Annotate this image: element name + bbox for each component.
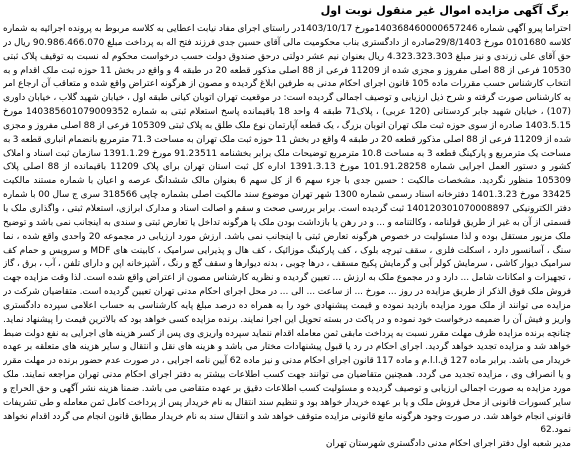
notice-body [3, 23, 571, 452]
notice-title: برگ آگهی مزایده اموال غیر منقول نوبت اول [320, 4, 569, 17]
auction-notice [3, 1, 571, 455]
notice-signature: مدیر شعبه اول دفتر اجرای احکام مدنی دادگستری شهرستان تهران [325, 439, 571, 450]
notice-body-text: احتراما پیرو آگهی شماره 140368460000657246مورخ 1403/10/17در راستای اجرای مفاد نیابت اعطایی به کلاسه مربوط به پرونده اجرائیه به شماره کلاسه 0101680 مورخ 29/8/1403صادره از دادگستری بناب محکومیت مالی آقای حسین جدی فرزند فتح اله به پرداخت مبلغ 90.986.466.070 ریال در حق آقای علی زرندی و نیز مبلغ 4.323.323.303 ریال بعنوان نیم عشر دولتی درحق صندوق دولت حسب درخواست محکوم له نسبت به توقیف پلاک ثبتی 10530 فرعی از 88 اصلی مفروز و مجزی شده از 11209 فرعی از 88 اصلی مذکور قطعه 20 در طبقه 4 و واقع در بخش 11 حوزه ثبت ملک اقدام و به انتخاب کارشناس حسب مقررات ماده 105 قانون اجرای احکام مدنی به طرفین ابلاغ گردیده و مصون از هرگونه اعتراض واقع شده و متعاقب آن ارجاع امر به کارشناس صورت گرفته و شرح ذیل ارزیابی و توصیف اجمالی گردیده است: در موقعیت تهران اتوبان کیانی طبقه اول ، خیابان شهید گلاب ، خیابان داوری (107) ، خیابان شهید جابر کردستانی (120 عربی) ، پلاک71 طبقه 4 واحد 18 باقیمانده پاسخ استعلام ثبتی به شماره 140385601079009352 مورخ 1403.5.15 صادره از سوی حوزه ثبت ملک تهران اتوبان بزرگ ، یک قطعه آپارتمان نوع ملک طلق به پلاک ثبتی 105309 فرعی از 88 اصلی مفروز و مجزی شده از 11209 فرعی از 88 اصلی مذکور قطعه 20 در طبقه 4 واقع در بخش 11 حوزه ثبت ملک تهران به مساحت 71.3 مترمربع بانضمام انباری قطعه 3 به مساحت یک مترمربع و پارکینگ قطعه 3 به مساحت 10.8 مترمربع توضیحات ملک برابر بخشنامه 91.23511 مورخ 1391.1.29 سازمان ثبت اسناد و املاک کشور و دستور العمل اجرایی شماره 101.91.28258 مورخ 1391.3.13 اداره کل ثبت استان تهران برای پلاک 11209 باقیمانده از 88 اصلی پلاک 105309 منظور نگردید. مشخصات مالکیت : حسین جدی با جزء سهم 6 از کل سهم 6 بعنوان مالک ششدانگ عرصه و اعیان با شماره مستند مالکیت 33425 مورخ 1401.3.23 دفترخانه اسناد رسمی شماره 1300 شهر تهران موضوع سند مالکیت اصلی بشماره چاپی 318566 سری ج سال 00 با شماره دفتر الکترونیکی 140120301070008897 ثبت گردیده است. برابر بررسی صحت و سقم و اصالت اسناد و مدارک ابرازی، استعلام ثبتی ، واگذاری ملک با قسمتی از آن به غیر از طریق قولنامه ، وکالتنامه و ... و در رهن یا بازداشت بودن ملک یا هرگونه تداخل یا تعارض ثبتی و سندی به اینجانب نمی باشد و توضیح ملک مزبور مستقل بوده و لذا مسئولیت در خصوص هرگونه تعارض ثبتی با اینجانب نمی باشد. ارزش مورد ارزیابی در مجموعه 20 واحدی واقع شده ، نما سنگ ، آسانسور دارد ، اسکلت فلزی ، سقف تیرچه بلوک ، کف پارکینگ موزائیک ، کف هال و پذیرایی سرامیک ، کابینت های MDF و سرویس و حمام کف سرامیک دیوار کاشی ، سرمایش کولر آبی و گرمایش پکیج مسقف ، درها چوبی ، بدنه دیوارها و سقف گچ و رنگ ، آشپزخانه اپن و دارای تلفن ، آب ، برق ، گاز ، تجهیزات و امکانات شامل ... دارد و در مجموع ملک به ارزش ... تعیین گردیده و نظریه کارشناس مصون از اعتراض واقع شده است. لذا وقت مزایده جهت فروش ملک فوق الذکر از طریق مزایده در روز ... مورخ ... از ساعت ... الی ... در محل اجرای احکام مدنی تهران تعیین گردیده است. متقاضیان شرکت در مزایده می توانند از ملک مورد مزایده بازدید نموده و قیمت پیشنهادی خود را به همراه ده درصد مبلغ پایه کارشناسی به حساب اعلامی سپرده دادگستری واریز و فیش آن را ضمیمه درخواست خود نموده و در پاکت در بسته تحویل این اجرا نمایند. برنده مزایده کسی خواهد بود که بالاترین قیمت را پیشنهاد نماید. چنانچه برنده مزایده ظرف مهلت مقرر نسبت به پرداخت مابقی ثمن معامله اقدام ننماید سپرده واریزی وی پس از کسر هزینه های اجرایی به نفع دولت ضبط خواهد شد و مزایده تجدید خواهد گردید. اجرای احکام در رد یا قبول پیشنهادات مختار می باشد و هزینه های نقل و انتقال و سایر هزینه های متعلقه بر عهده خریدار می باشد. برابر ماده 127 ق.ا.ا.م و ماده 117 قانون اجرای احکام مدنی و نیز ماده 62 آیین نامه اجرایی ، در صورت عدم حضور برنده در مهلت مقرر و یا انصراف وی ، مزایده تجدید می گردد. همچنین متقاضیان می توانند جهت کسب اطلاعات بیشتر به دفتر اجرای احکام مدنی تهران مراجعه نمایند. ملک مورد مزایده به صورت اجمالی ارزیابی و توصیف گردیده و مسئولیت کسب اطلاعات دقیق بر عهده متقاضی می باشد. ضمنا هزینه نشر آگهی و حق الحراج و سایر کسورات قانونی از محل فروش ملک و یا بر عهده خریدار خواهد بود و تنظیم سند انتقال به نام خریدار پس از پرداخت کامل ثمن معامله و طی تشریفات قانونی انجام خواهد شد. در صورت وجود هرگونه مانع قانونی مزایده متوقف خواهد شد و انتقال سند به نام خریدار مطابق قانون انجام می گردد اقدام نخواهد نمود.62 [3, 24, 571, 436]
